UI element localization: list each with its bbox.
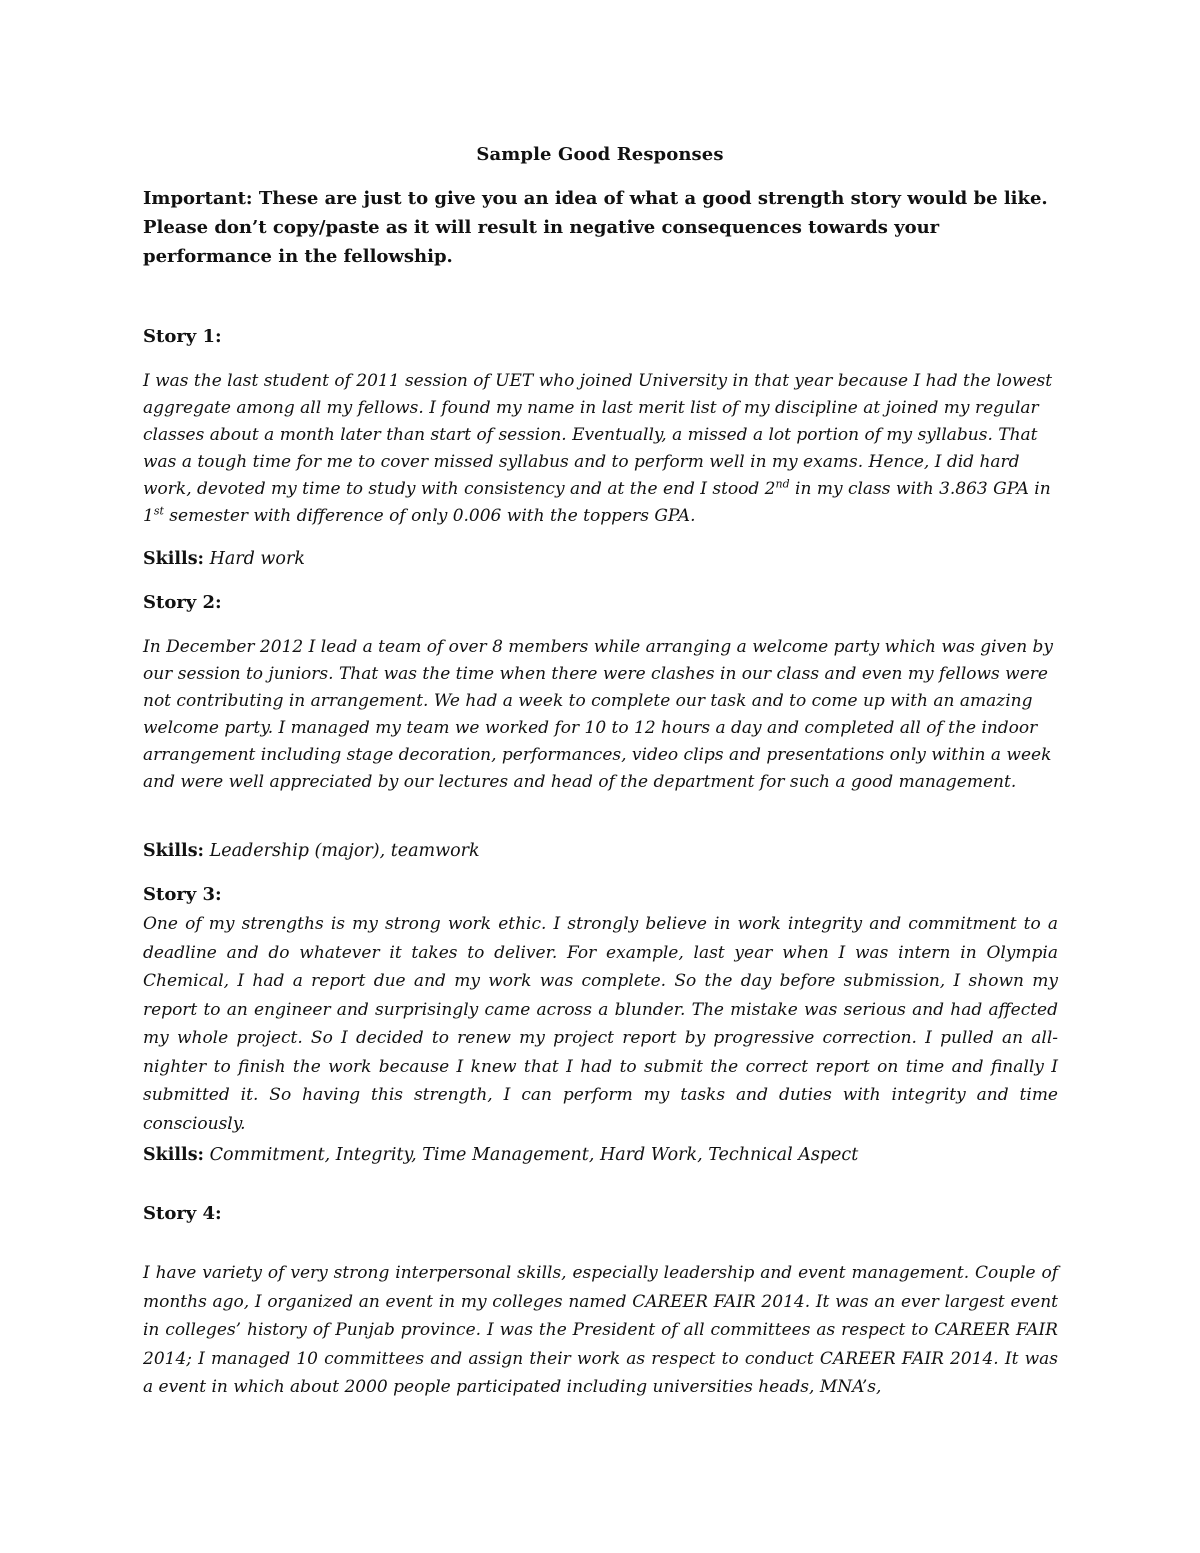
story-1-text-part: I was the last student of 2011 session of UET who joined University in that year because I had the lowest aggregate among all my fellows. I found my name in last merit list of my discipline at joined my regular classes about a month later than start of session. Eventually, a missed a lot portion of my syllabus. That was a tough time for me to cover missed syllabus and to perform well in my exams. Hence, I did hard work, devoted my time to study with consistency and at the end I stood 2: [143, 371, 1053, 499]
skills-label: Skills:: [143, 549, 205, 569]
important-notice: Important: These are just to give you an idea of what a good strength story would be like. Please don’t copy/paste as it will result in negative consequences towards your performance in the fellowship.: [143, 188, 1048, 267]
skills-label: Skills:: [143, 1145, 205, 1165]
skills-value: Commitment, Integrity, Time Management, Hard Work, Technical Aspect: [209, 1145, 859, 1165]
skills-value: Hard work: [209, 549, 305, 569]
story-4-text: I have variety of very strong interpersonal skills, especially leadership and event management. Couple of months ago, I organized an event in my colleges named CAREER FAIR 2014. It was an ever largest event in colleges’ history of Punjab province. I was the President of all committees as respect to CAREER FAIR 2014; I managed 10 committees and assign their work as respect to conduct CAREER FAIR 2014. It was a event in which about 2000 people participated including universities heads, MNA’s,: [143, 1263, 1058, 1397]
story-1-text-part: in my class with 3.863 GPA in 1: [143, 479, 1051, 526]
story-4-heading: Story 4:: [143, 1203, 222, 1224]
story-1-text-part: semester with difference of only 0.006 with the toppers GPA.: [163, 506, 696, 526]
skills-value: Leadership (major), teamwork: [209, 841, 480, 861]
story-1-heading: Story 1:: [143, 326, 222, 347]
story-3-heading: Story 3:: [143, 884, 222, 905]
story-2-text: In December 2012 I lead a team of over 8 members while arranging a welcome party which was given by our session to juniors. That was the time when there were clashes in our class and even my fellows were not contributing in arrangement. We had a week to complete our task and to come up with an amazing welcome party. I managed my team we worked for 10 to 12 hours a day and completed all of the indoor arrangement including stage decoration, performances, video clips and presentations only within a week and were well appreciated by our lectures and head of the department for such a good management.: [143, 637, 1054, 792]
ordinal-suffix: st: [153, 504, 164, 518]
story-2-skills: [143, 841, 1058, 861]
story-3-skills: [143, 1145, 1058, 1165]
story-1-text: [143, 368, 1058, 530]
skills-label: Skills:: [143, 841, 205, 861]
story-2-heading: Story 2:: [143, 592, 222, 613]
story-3-text: One of my strengths is my strong work ethic. I strongly believe in work integrity and commitment to a deadline and do whatever it takes to deliver. For example, last year when I was intern in Olympia Chemical, I had a report due and my work was complete. So the day before submission, I shown my report to an engineer and surprisingly came across a blunder. The mistake was serious and had affected my whole project. So I decided to renew my project report by progressive correction. I pulled an all-nighter to finish the work because I knew that I had to submit the correct report on time and finally I submitted it. So having this strength, I can perform my tasks and duties with integrity and time consciously.: [143, 914, 1058, 1134]
ordinal-suffix: nd: [775, 477, 790, 491]
story-1-skills: [143, 549, 1058, 569]
page-title: Sample Good Responses: [476, 144, 724, 165]
